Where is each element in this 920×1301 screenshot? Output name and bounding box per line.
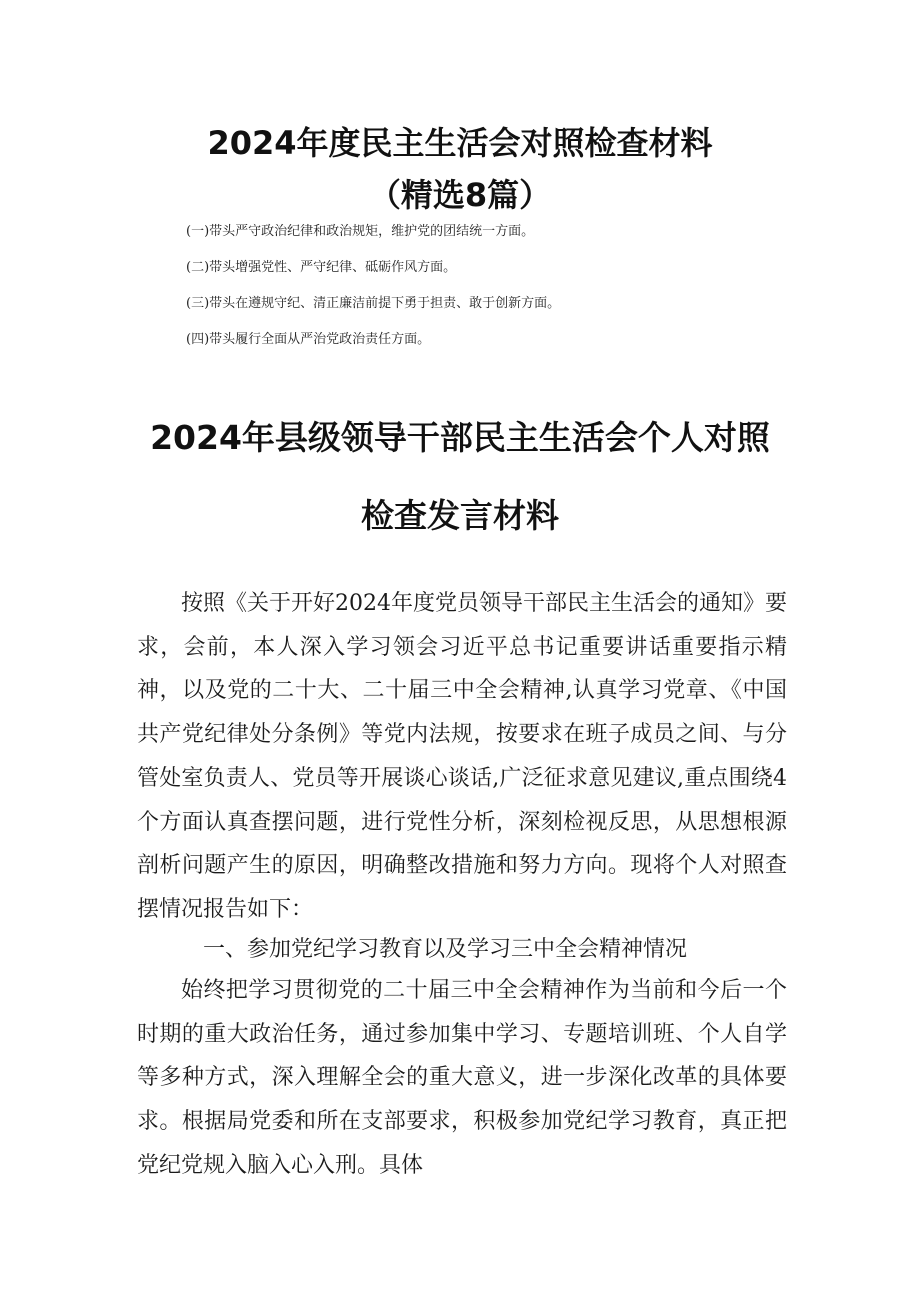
speech-title: 2024年县级领导干部民主生活会个人对照	[150, 418, 770, 457]
contents-list	[186, 222, 786, 366]
speech-title-continued: 检查发言材料	[361, 496, 559, 535]
section-heading: 一、参加党纪学习教育以及学习三中全会精神情况	[203, 937, 688, 962]
contents-item: (二)带头增强党性、严守纪律、砥砺作风方面。	[186, 260, 457, 275]
contents-item: (四)带头履行全面从严治党政治责任方面。	[186, 332, 431, 347]
section-paragraph: 始终把学习贯彻党的二十届三中全会精神作为当前和今后一个时期的重大政治任务，通过参加集中学习、专题培训班、个人自学等多种方式，深入理解全会的重大意义，进一步深化改革的具体要求。根据局党委和所在支部要求，积极参加党纪学习教育，真正把党纪党规入脑入心入刑。具体	[137, 978, 787, 1178]
intro-paragraph: 按照《关于开好2024年度党员领导干部民主生活会的通知》要求，会前，本人深入学习领会习近平总书记重要讲话重要指示精神，以及党的二十大、二十届三中全会精神,认真学习党章、《中国共产党纪律处分条例》等党内法规，按要求在班子成员之间、与分管处室负责人、党员等开展谈心谈话,广泛征求意见建议,重点围绕4个方面认真查摆问题，进行党性分析，深刻检视反思，从思想根源剖析问题产生的原因，明确整改措施和努力方向。现将个人对照查摆情况报告如下：	[137, 591, 787, 922]
contents-item: (三)带头在遵规守纪、清正廉洁前提下勇于担责、敢于创新方面。	[186, 296, 561, 311]
document-title: 2024年度民主生活会对照检查材料	[207, 124, 713, 162]
document-subtitle: （精选8篇）	[368, 176, 552, 214]
contents-item: (一)带头严守政治纪律和政治规矩，维护党的团结统一方面。	[186, 224, 535, 239]
